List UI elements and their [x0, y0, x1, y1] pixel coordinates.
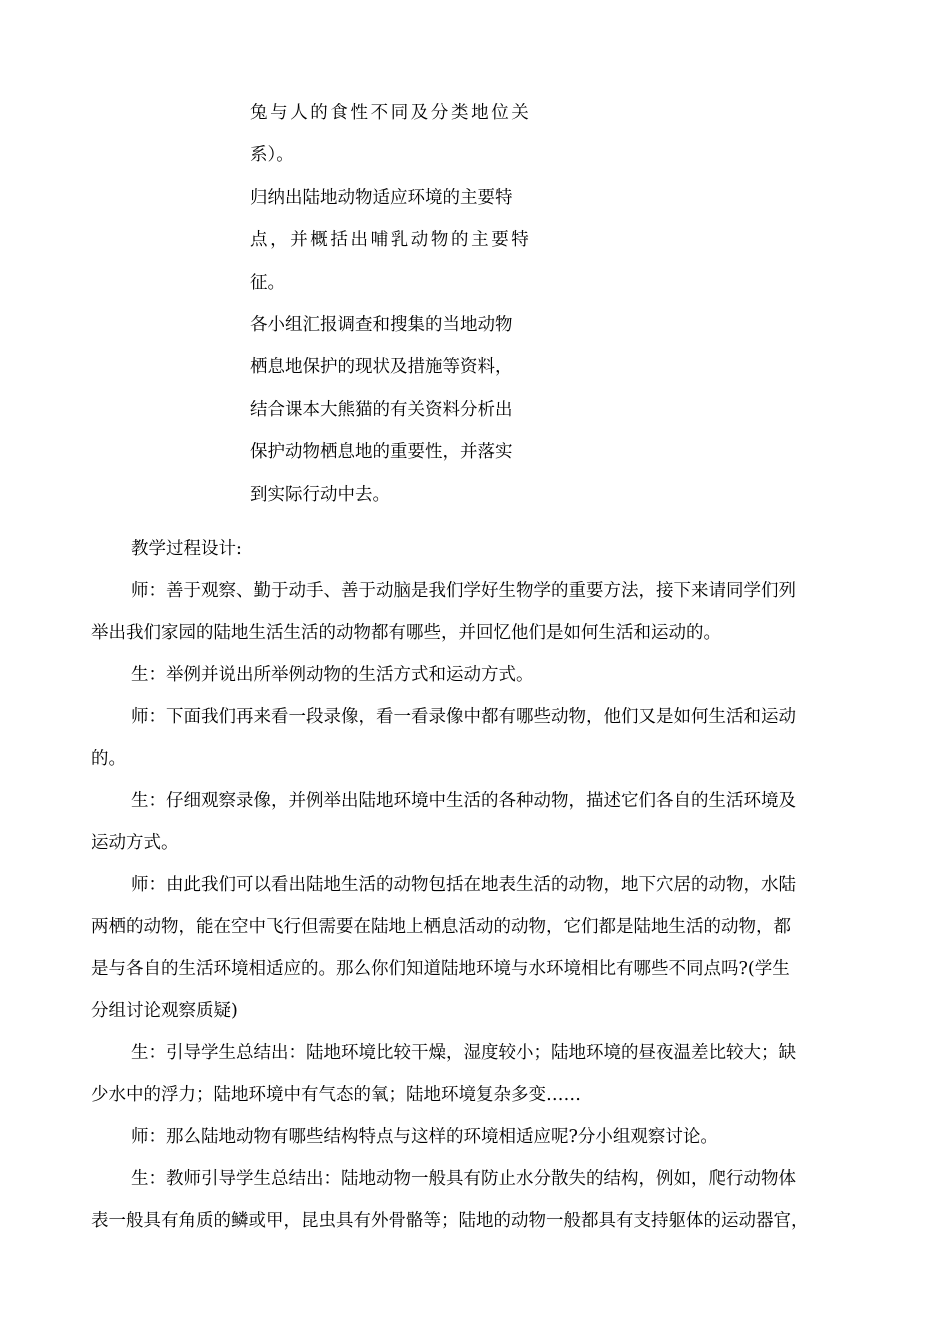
paragraph-line: 少水中的浮力；陆地环境中有气态的氧；陆地环境复杂多变……: [91, 1085, 581, 1105]
paragraph-line: 生：引导学生总结出：陆地环境比较干燥，湿度较小；陆地环境的昼夜温差比较大；缺: [131, 1043, 796, 1063]
paragraph-line: 生：仔细观察录像，并例举出陆地环境中生活的各种动物，描述它们各自的生活环境及: [131, 791, 796, 811]
paragraph-line: 运动方式。: [91, 833, 179, 853]
paragraph: [91, 1122, 871, 1152]
paragraph: [91, 576, 871, 648]
paragraph: [91, 870, 871, 1026]
paragraph-line: 举出我们家园的陆地生活生活的动物都有哪些，并回忆他们是如何生活和运动的。: [91, 623, 721, 643]
cell-text-line: 到实际行动中去。: [250, 484, 390, 505]
paragraph: [91, 786, 871, 858]
table-cell-objectives: [250, 98, 550, 522]
cell-text-line: 点，并概括出哺乳动物的主要特: [250, 230, 532, 251]
paragraph-line: 师：那么陆地动物有哪些结构特点与这样的环境相适应呢?分小组观察讨论。: [131, 1127, 718, 1147]
cell-text-line: 栖息地保护的现状及措施等资料，: [250, 357, 513, 378]
cell-text-line: 系）。: [250, 145, 294, 166]
section-heading: 教学过程设计:: [131, 539, 242, 559]
cell-text-line: 归纳出陆地动物适应环境的主要特: [250, 187, 513, 208]
cell-text-line: 保护动物栖息地的重要性，并落实: [250, 442, 513, 463]
paragraph: [91, 1038, 871, 1110]
paragraph-line: 分组讨论观察质疑): [91, 1001, 238, 1021]
paragraph: [91, 1164, 871, 1236]
lesson-body: [91, 534, 871, 1248]
paragraph-line: 两栖的动物，能在空中飞行但需要在陆地上栖息活动的动物，它们都是陆地生活的动物，都: [91, 917, 791, 937]
cell-text-line: 征。: [250, 272, 285, 293]
paragraph: [91, 660, 871, 690]
paragraph-line: 生：举例并说出所举例动物的生活方式和运动方式。: [131, 665, 534, 685]
paragraph-line: 表一般具有角质的鳞或甲，昆虫具有外骨骼等；陆地的动物一般都具有支持躯体的运动器官，: [91, 1211, 809, 1231]
cell-text-line: 结合课本大熊猫的有关资料分析出: [250, 399, 513, 420]
paragraph-line: 是与各自的生活环境相适应的。那么你们知道陆地环境与水环境相比有哪些不同点吗?(学生: [91, 959, 790, 979]
paragraph-line: 生：教师引导学生总结出：陆地动物一般具有防止水分散失的结构，例如，爬行动物体: [131, 1169, 796, 1189]
paragraph-line: 师：善于观察、勤于动手、善于动脑是我们学好生物学的重要方法，接下来请同学们列: [131, 581, 796, 601]
paragraph-line: 师：下面我们再来看一段录像，看一看录像中都有哪些动物，他们又是如何生活和运动: [131, 707, 796, 727]
paragraph: [91, 702, 871, 774]
cell-text-line: 各小组汇报调查和搜集的当地动物: [250, 314, 513, 335]
paragraph-line: 师：由此我们可以看出陆地生活的动物包括在地表生活的动物，地下穴居的动物，水陆: [131, 875, 796, 895]
cell-text-line: 兔与人的食性不同及分类地位关: [250, 103, 532, 123]
paragraph-line: 的。: [91, 749, 126, 769]
